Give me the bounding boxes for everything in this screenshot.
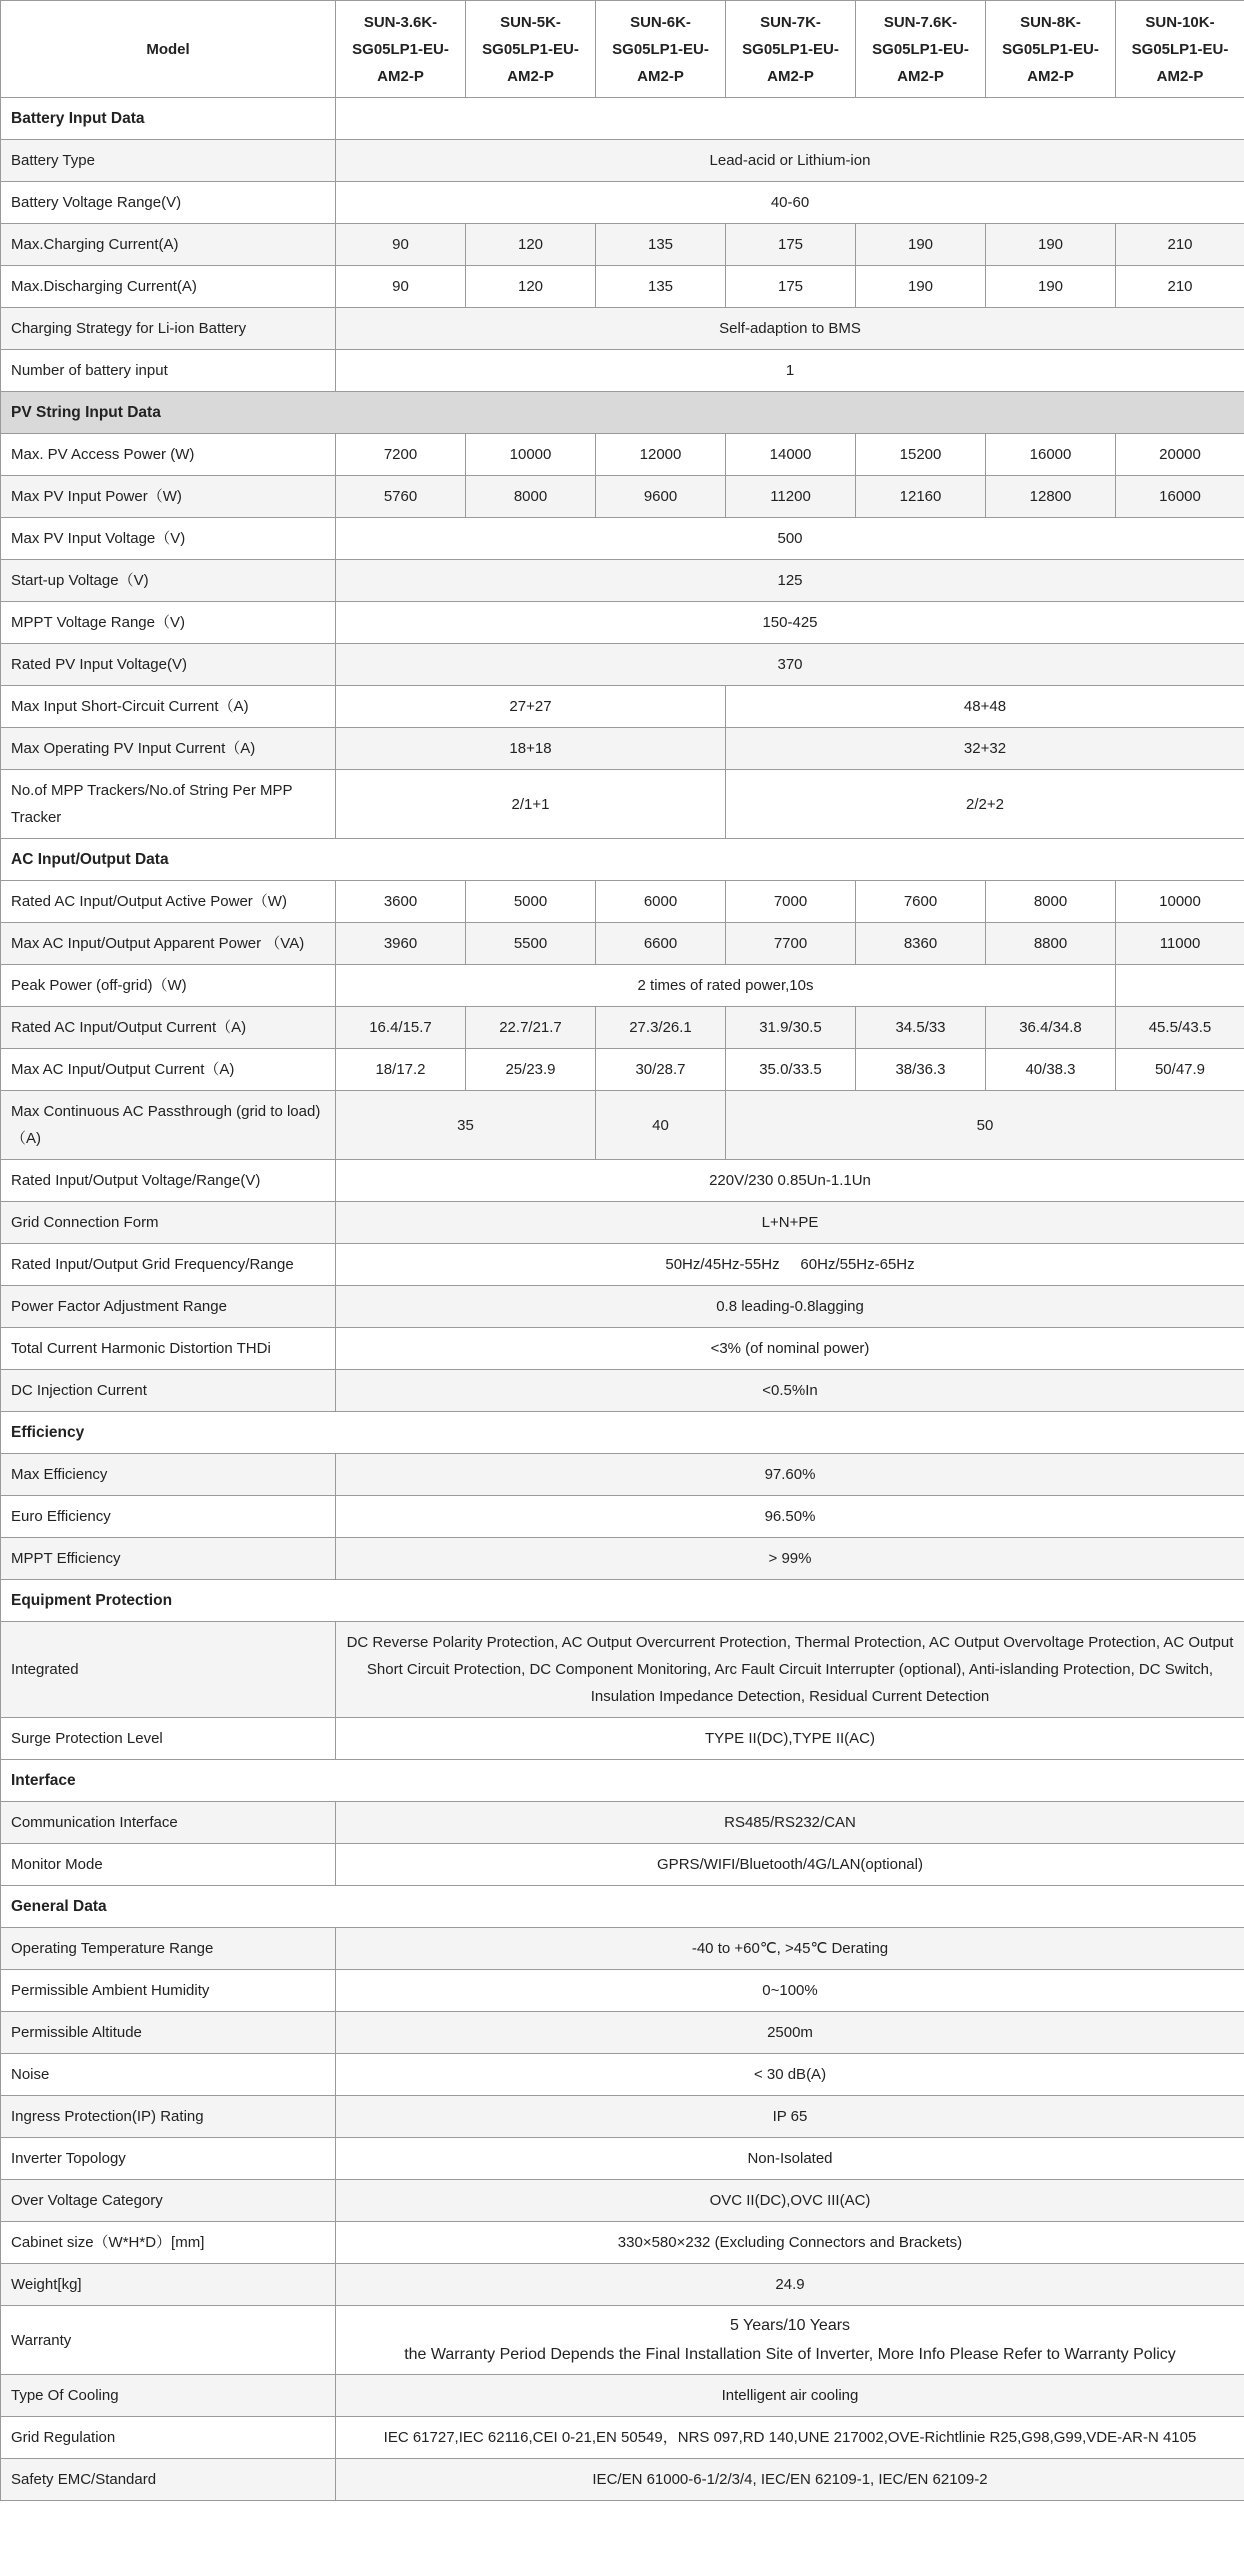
row-value: 40/38.3 [986, 1049, 1116, 1091]
row-label: Battery Voltage Range(V) [1, 182, 336, 224]
row-value: 16.4/15.7 [336, 1007, 466, 1049]
section-pv [1, 392, 1244, 434]
row-value: 24.9 [336, 2264, 1244, 2306]
table-row [1, 602, 1244, 644]
table-row [1, 1091, 1244, 1160]
row-value: 90 [336, 224, 466, 266]
row-label: Surge Protection Level [1, 1718, 336, 1760]
row-value: 25/23.9 [466, 1049, 596, 1091]
row-value: 9600 [596, 476, 726, 518]
row-value: 0.8 leading-0.8lagging [336, 1286, 1244, 1328]
row-value: IEC 61727,IEC 62116,CEI 0-21,EN 50549，NRS 097,RD 140,UNE 217002,OVE-Richtlinie R25,G98,G99,VDE-AR-N 4105 [336, 2417, 1244, 2459]
row-value: RS485/RS232/CAN [336, 1802, 1244, 1844]
row-label: Max Input Short-Circuit Current（A) [1, 686, 336, 728]
row-value: 96.50% [336, 1496, 1244, 1538]
row-label: No.of MPP Trackers/No.of String Per MPP Tracker [1, 770, 336, 839]
row-value: 150-425 [336, 602, 1244, 644]
row-label: Number of battery input [1, 350, 336, 392]
row-label: Max Efficiency [1, 1454, 336, 1496]
row-value: > 99% [336, 1538, 1244, 1580]
row-label: Max. PV Access Power (W) [1, 434, 336, 476]
row-value: 8360 [856, 923, 986, 965]
table-row [1, 1844, 1244, 1886]
row-label: Communication Interface [1, 1802, 336, 1844]
row-label: Safety EMC/Standard [1, 2459, 336, 2501]
row-label: Warranty [1, 2306, 336, 2375]
row-value: 48+48 [726, 686, 1244, 728]
row-value: Lead-acid or Lithium-ion [336, 140, 1244, 182]
row-label: Weight[kg] [1, 2264, 336, 2306]
row-label: Max PV Input Voltage（V) [1, 518, 336, 560]
row-value: 45.5/43.5 [1116, 1007, 1244, 1049]
table-row [1, 2375, 1244, 2417]
row-value: 7600 [856, 881, 986, 923]
table-row [1, 1370, 1244, 1412]
row-value: -40 to +60℃, >45℃ Derating [336, 1928, 1244, 1970]
row-value: 3960 [336, 923, 466, 965]
row-value: DC Reverse Polarity Protection, AC Output Overcurrent Protection, Thermal Protection, AC Output Overvoltage Protection, AC Output Short Circuit Protection, DC Component Monitoring, Arc Fault Circuit Interrupter (optional), Anti-islanding Protection, DC Switch, Insulation Impedance Detection, Residual Current Detection [336, 1622, 1244, 1718]
row-label: Max PV Input Power（W) [1, 476, 336, 518]
row-value: 12800 [986, 476, 1116, 518]
row-value: 2/1+1 [336, 770, 726, 839]
section-title: Interface [1, 1760, 1244, 1802]
row-label: Rated PV Input Voltage(V) [1, 644, 336, 686]
table-row [1, 1007, 1244, 1049]
model-name: SUN-5K-SG05LP1-EU-AM2-P [466, 1, 596, 98]
row-value: 38/36.3 [856, 1049, 986, 1091]
table-row [1, 434, 1244, 476]
row-value: 190 [986, 266, 1116, 308]
row-label: Monitor Mode [1, 1844, 336, 1886]
table-row [1, 1802, 1244, 1844]
row-label: Permissible Ambient Humidity [1, 1970, 336, 2012]
model-name: SUN-10K-SG05LP1-EU-AM2-P [1116, 1, 1244, 98]
row-label: Grid Connection Form [1, 1202, 336, 1244]
row-label: Rated Input/Output Grid Frequency/Range [1, 1244, 336, 1286]
row-label: Battery Type [1, 140, 336, 182]
table-row [1, 2417, 1244, 2459]
table-row [1, 518, 1244, 560]
row-value: Intelligent air cooling [336, 2375, 1244, 2417]
row-value: 330×580×232 (Excluding Connectors and Brackets) [336, 2222, 1244, 2264]
row-label: MPPT Efficiency [1, 1538, 336, 1580]
row-label: Euro Efficiency [1, 1496, 336, 1538]
row-value: 11200 [726, 476, 856, 518]
table-row [1, 2138, 1244, 2180]
row-label: Ingress Protection(IP) Rating [1, 2096, 336, 2138]
row-label: Grid Regulation [1, 2417, 336, 2459]
table-row [1, 1328, 1244, 1370]
row-value: 3600 [336, 881, 466, 923]
row-value: 16000 [1116, 476, 1244, 518]
table-row [1, 140, 1244, 182]
model-name: SUN-7.6K-SG05LP1-EU-AM2-P [856, 1, 986, 98]
row-value: 8000 [986, 881, 1116, 923]
warranty-line-1: 5 Years/10 Years [729, 2317, 851, 2334]
row-value: 35 [336, 1091, 596, 1160]
row-value: 97.60% [336, 1454, 1244, 1496]
row-value: 50Hz/45Hz-55Hz 60Hz/55Hz-65Hz [336, 1244, 1244, 1286]
row-label: Max Continuous AC Passthrough (grid to load)（A) [1, 1091, 336, 1160]
row-label: Over Voltage Category [1, 2180, 336, 2222]
row-value: 2/2+2 [726, 770, 1244, 839]
row-value: 1 [336, 350, 1244, 392]
table-row [1, 2459, 1244, 2501]
row-label: DC Injection Current [1, 1370, 336, 1412]
section-title: PV String Input Data [1, 392, 1244, 434]
row-value: OVC II(DC),OVC III(AC) [336, 2180, 1244, 2222]
section-efficiency [1, 1412, 1244, 1454]
row-value: GPRS/WIFI/Bluetooth/4G/LAN(optional) [336, 1844, 1244, 1886]
row-value: 15200 [856, 434, 986, 476]
table-row [1, 728, 1244, 770]
row-value: 0~100% [336, 1970, 1244, 2012]
row-value: <0.5%In [336, 1370, 1244, 1412]
row-value: TYPE II(DC),TYPE II(AC) [336, 1718, 1244, 1760]
row-label: Rated AC Input/Output Current（A) [1, 1007, 336, 1049]
table-row [1, 2180, 1244, 2222]
table-row [1, 308, 1244, 350]
row-value: 50 [726, 1091, 1244, 1160]
row-value: 27+27 [336, 686, 726, 728]
section-protection [1, 1580, 1244, 1622]
row-label: Max Operating PV Input Current（A) [1, 728, 336, 770]
table-row [1, 2222, 1244, 2264]
row-value: L+N+PE [336, 1202, 1244, 1244]
table-row [1, 1718, 1244, 1760]
row-label: Power Factor Adjustment Range [1, 1286, 336, 1328]
row-value: 22.7/21.7 [466, 1007, 596, 1049]
row-value: 20000 [1116, 434, 1244, 476]
row-value: 8000 [466, 476, 596, 518]
row-value: 210 [1116, 224, 1244, 266]
row-label: Inverter Topology [1, 2138, 336, 2180]
row-value: 11000 [1116, 923, 1244, 965]
row-label: Max.Charging Current(A) [1, 224, 336, 266]
row-value: 370 [336, 644, 1244, 686]
row-value: 120 [466, 266, 596, 308]
section-title: Efficiency [1, 1412, 1244, 1454]
section-ac [1, 839, 1244, 881]
row-value: 31.9/30.5 [726, 1007, 856, 1049]
row-value: 34.5/33 [856, 1007, 986, 1049]
table-row [1, 2054, 1244, 2096]
row-value: 5500 [466, 923, 596, 965]
row-value: 10000 [466, 434, 596, 476]
row-value: 16000 [986, 434, 1116, 476]
row-value: 135 [596, 224, 726, 266]
table-row [1, 1049, 1244, 1091]
warranty-value [336, 2306, 1244, 2375]
row-value: <3% (of nominal power) [336, 1328, 1244, 1370]
row-value: 190 [986, 224, 1116, 266]
row-value: 18+18 [336, 728, 726, 770]
row-value: 7200 [336, 434, 466, 476]
table-row [1, 182, 1244, 224]
row-value: 7700 [726, 923, 856, 965]
row-value: 50/47.9 [1116, 1049, 1244, 1091]
row-value: 12160 [856, 476, 986, 518]
row-value: IEC/EN 61000-6-1/2/3/4, IEC/EN 62109-1, IEC/EN 62109-2 [336, 2459, 1244, 2501]
row-value: 12000 [596, 434, 726, 476]
row-value: 90 [336, 266, 466, 308]
row-label: Type Of Cooling [1, 2375, 336, 2417]
row-value: 210 [1116, 266, 1244, 308]
row-label: Permissible Altitude [1, 2012, 336, 2054]
row-label: Max AC Input/Output Apparent Power （VA) [1, 923, 336, 965]
table-row [1, 1970, 1244, 2012]
row-label: Rated Input/Output Voltage/Range(V) [1, 1160, 336, 1202]
row-value: 7000 [726, 881, 856, 923]
model-name: SUN-7K-SG05LP1-EU-AM2-P [726, 1, 856, 98]
row-value: 6600 [596, 923, 726, 965]
row-label: MPPT Voltage Range（V) [1, 602, 336, 644]
table-row [1, 560, 1244, 602]
row-label: Rated AC Input/Output Active Power（W) [1, 881, 336, 923]
table-row [1, 1454, 1244, 1496]
row-label: Operating Temperature Range [1, 1928, 336, 1970]
row-value: 8800 [986, 923, 1116, 965]
section-title: Equipment Protection [1, 1580, 1244, 1622]
row-value: 14000 [726, 434, 856, 476]
row-value: 40 [596, 1091, 726, 1160]
table-row [1, 644, 1244, 686]
row-value: 5000 [466, 881, 596, 923]
section-title: AC Input/Output Data [1, 839, 1244, 881]
row-value: 5760 [336, 476, 466, 518]
row-label: Cabinet size（W*H*D）[mm] [1, 2222, 336, 2264]
row-value: 135 [596, 266, 726, 308]
row-value: Non-Isolated [336, 2138, 1244, 2180]
row-value: 6000 [596, 881, 726, 923]
row-value: 18/17.2 [336, 1049, 466, 1091]
row-value: 175 [726, 224, 856, 266]
table-row [1, 2306, 1244, 2375]
table-row [1, 350, 1244, 392]
table-row [1, 1928, 1244, 1970]
row-value: 220V/230 0.85Un-1.1Un [336, 1160, 1244, 1202]
table-row [1, 686, 1244, 728]
row-label: Max.Discharging Current(A) [1, 266, 336, 308]
table-row [1, 1286, 1244, 1328]
row-value: 30/28.7 [596, 1049, 726, 1091]
row-value: 32+32 [726, 728, 1244, 770]
row-value: 2500m [336, 2012, 1244, 2054]
row-label: Peak Power (off-grid)（W) [1, 965, 336, 1007]
section-title: General Data [1, 1886, 1244, 1928]
row-label: Total Current Harmonic Distortion THDi [1, 1328, 336, 1370]
table-row [1, 1496, 1244, 1538]
table-row [1, 1622, 1244, 1718]
row-value: 120 [466, 224, 596, 266]
row-value: 175 [726, 266, 856, 308]
row-value: 125 [336, 560, 1244, 602]
row-value: 500 [336, 518, 1244, 560]
table-row [1, 1202, 1244, 1244]
table-row [1, 1538, 1244, 1580]
row-value: 190 [856, 224, 986, 266]
section-battery [1, 98, 1244, 140]
row-value: 190 [856, 266, 986, 308]
table-row [1, 224, 1244, 266]
model-name: SUN-3.6K-SG05LP1-EU-AM2-P [336, 1, 466, 98]
section-general [1, 1886, 1244, 1928]
table-row [1, 2264, 1244, 2306]
row-label: Integrated [1, 1622, 336, 1718]
section-interface [1, 1760, 1244, 1802]
row-label: Max AC Input/Output Current（A) [1, 1049, 336, 1091]
model-label: Model [1, 1, 336, 98]
table-row [1, 2012, 1244, 2054]
row-label: Charging Strategy for Li-ion Battery [1, 308, 336, 350]
row-value: IP 65 [336, 2096, 1244, 2138]
row-value: < 30 dB(A) [336, 2054, 1244, 2096]
table-row [1, 476, 1244, 518]
table-row [1, 1244, 1244, 1286]
row-value: 36.4/34.8 [986, 1007, 1116, 1049]
row-value: Self-adaption to BMS [336, 308, 1244, 350]
row-value: 10000 [1116, 881, 1244, 923]
table-row [1, 923, 1244, 965]
table-row [1, 965, 1244, 1007]
row-value: 40-60 [336, 182, 1244, 224]
model-name: SUN-6K-SG05LP1-EU-AM2-P [596, 1, 726, 98]
table-row [1, 2096, 1244, 2138]
row-label: Start-up Voltage（V) [1, 560, 336, 602]
row-value: 2 times of rated power,10s [336, 965, 1116, 1007]
table-row [1, 266, 1244, 308]
row-value: 27.3/26.1 [596, 1007, 726, 1049]
table-row [1, 770, 1244, 839]
header-row [1, 1, 1244, 98]
table-row [1, 881, 1244, 923]
model-name: SUN-8K-SG05LP1-EU-AM2-P [986, 1, 1116, 98]
section-title: Battery Input Data [1, 98, 336, 140]
warranty-line-2: the Warranty Period Depends the Final Installation Site of Inverter, More Info Please Refer to Warranty Policy [404, 2346, 1176, 2363]
row-value: 35.0/33.5 [726, 1049, 856, 1091]
table-row [1, 1160, 1244, 1202]
row-label: Noise [1, 2054, 336, 2096]
